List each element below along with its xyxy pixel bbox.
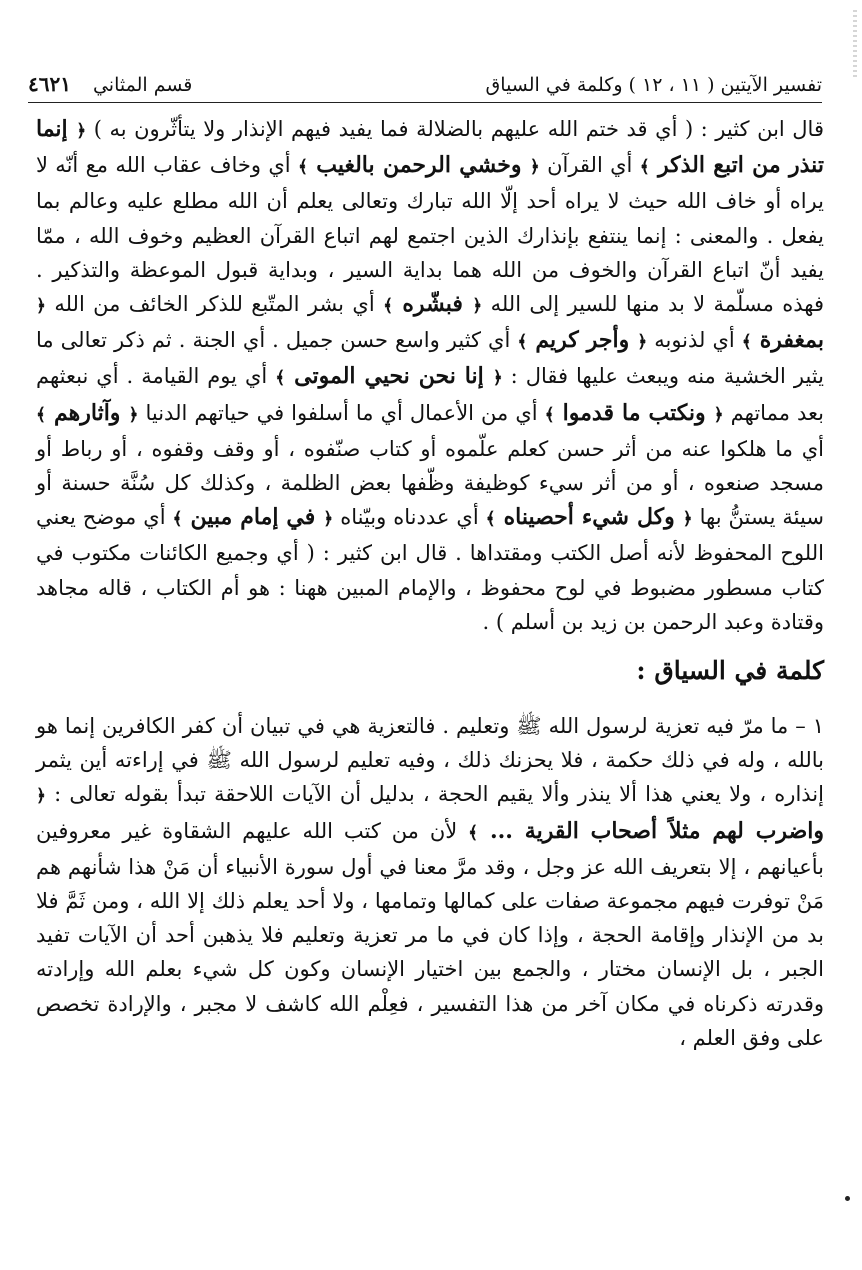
quote-text: واضرب لهم مثلاً أصحاب القرية ... <box>489 817 824 844</box>
page-content <box>36 112 824 1055</box>
quote-text: وأجر كريم <box>535 327 630 354</box>
bracket-open: ﴿ <box>76 121 87 141</box>
quranic-quote <box>173 504 334 530</box>
bracket-close: ﴾ <box>172 509 183 530</box>
commentary-paragraph <box>36 112 824 639</box>
bracket-close: ﴾ <box>485 509 496 530</box>
bracket-open: ﴿ <box>492 368 503 389</box>
text-segment: أي لذنوبه <box>647 328 742 353</box>
quote-text: بمغفرة <box>759 327 825 354</box>
bracket-open: ﴿ <box>36 786 46 807</box>
text-segment: أي موضح يعني اللوح المحفوظ لأنه أصل الكتب ومقتداها . قال ابن كثير : ( أي وجميع الكائنات مكتوب في كتاب مسطور مضبوط في لوح محفوظ ، والإمام المبين ههنا : هو أم الكتاب ، قاله مجاهد وقتادة وعبد الرحمن بن زيد بن أسلم ) . <box>36 505 824 634</box>
text-segment: أي القرآن <box>539 153 640 178</box>
quote-text: وخشي الرحمن بالغيب <box>316 152 522 179</box>
bracket-close: ﴾ <box>741 332 752 353</box>
quote-text: وآثارهم <box>54 399 121 426</box>
quote-text: وكل شيء أحصيناه <box>503 504 675 531</box>
bracket-close: ﴾ <box>383 296 394 317</box>
bracket-close: ﴾ <box>639 157 650 178</box>
bracket-close: ﴾ <box>36 404 46 425</box>
quranic-quote <box>486 504 693 530</box>
bracket-open: ﴿ <box>128 404 139 425</box>
section-heading: كلمة في السياق : <box>636 656 824 686</box>
text-segment: لأن من كتب الله عليهم الشقاوة غير معروفين بأعيانهم ، إلا بتعريف الله عز وجل ، وقد مرَّ معنا في أول سورة الأنبياء أن مَنْ هذا شأنهم هم مَنْ توفرت فيهم مجموعة صفات على كمالها وتمامها ، ولا أحد يعلم ذلك إلا الله ، ومن ثَمَّ فلا بد من الإنذار وإقامة الحجة ، وإذا كان في ما مر تعزية وتعليم فلا يذهبن أحد أن الآيات تفيد الجبر ، بل الإنسان مختار ، والجمع بين اختيار الإنسان وكون كل شيء بعلم الله وإرادته وقدرته ذكرناه في مكان آخر من هذا التفسير ، فعِلْم الله كاشف لا مجبر ، والإرادة تخصص على وفق العلم ، <box>36 818 824 1050</box>
section-name: قسم المثاني <box>92 74 193 96</box>
quote-text: فبشّره <box>402 291 463 318</box>
text-segment: قال ابن كثير : ( أي قد ختم الله عليهم بالضلالة فما يفيد فيهم الإنذار ولا يتأثّرون به ) <box>86 117 824 141</box>
quranic-quote <box>36 400 138 426</box>
quranic-quote <box>383 291 482 317</box>
text-segment: أي كثير واسع حسن جميل . أي الجنة . ثم ذكر تعالى ما يثير الخشية منه ويبعث عليها فقال : <box>36 328 824 389</box>
bracket-close: ﴾ <box>468 822 479 843</box>
context-paragraph <box>36 709 824 1055</box>
scan-edge-artifact <box>853 10 857 80</box>
text-segment: أي يوم القيامة . أي نبعثهم بعد مماتهم <box>36 364 824 425</box>
quote-text: إنما تنذر من اتبع الذكر <box>36 116 824 179</box>
quranic-quote <box>545 400 724 426</box>
page-number: ٤٦٢١ <box>28 72 71 96</box>
text-segment: أي بشر المتّبع للذكر الخائف من الله <box>45 292 384 317</box>
running-title: تفسير الآيتين ( ١١ ، ١٢ ) وكلمة في السياق <box>485 74 822 96</box>
bracket-open: ﴿ <box>323 509 334 530</box>
quranic-quote <box>298 152 540 178</box>
bracket-close: ﴾ <box>544 404 555 425</box>
bracket-open: ﴿ <box>682 509 693 530</box>
text-segment: ١ – ما مرّ فيه تعزية لرسول الله ﷺ وتعليم . فالتعزية هي في تبيان أن كفر الكافرين إنما هو بالله ، وله في ذلك حكمة ، فلا يحزنك ذلك ، وفيه تعليم لرسول الله ﷺ في إراءته أين يثمر إنذاره ، ولا يعني هذا ألا ينذر وألا يقيم الحجة ، بدليل أن الآيات اللاحقة تبدأ بقوله تعالى : <box>36 714 824 807</box>
quote-text: في إمام مبين <box>190 504 316 531</box>
bracket-open: ﴿ <box>713 404 724 425</box>
text-segment: أي من الأعمال أي ما أسلفوا في حياتهم الدنيا <box>138 400 545 425</box>
text-segment: أي ما هلكوا عنه من أثر حسن كعلم علّموه أو كتاب صنّفوه ، أو وقف وقفوه ، أو رباط أو مسجد صنعوه ، أو من أثر سيء كوظيفة وظّفها بعض الظلمة ، وكذلك كل سُنَّة حسنة أو سيئة يستنُّ بها <box>36 436 824 530</box>
text-segment: أي عددناه وبيّناه <box>333 505 486 530</box>
bracket-open: ﴿ <box>36 296 46 317</box>
quranic-quote <box>517 327 647 353</box>
bracket-open: ﴿ <box>529 157 540 178</box>
bracket-open: ﴿ <box>472 296 483 317</box>
bracket-open: ﴿ <box>637 332 648 353</box>
bracket-close: ﴾ <box>275 368 286 389</box>
quranic-quote <box>275 363 502 389</box>
quote-text: ونكتب ما قدموا <box>562 399 706 426</box>
page-header <box>28 58 822 103</box>
quote-text: إنا نحن نحيي الموتى <box>294 363 484 390</box>
bracket-close: ﴾ <box>297 157 308 178</box>
bracket-close: ﴾ <box>517 332 528 353</box>
margin-dot <box>845 1196 850 1201</box>
text-segment: أي وخاف عقاب الله مع أنّه لا يراه أو خاف الله حيث لا يراه أحد إلّا الله تبارك وتعالى يعلم أن الله مطلع عليه وعالم بما يفعل . والمعنى : إنما ينتفع بإنذارك الذين اجتمع لهم اتباع القرآن العظيم وخوف الله ، ممّا يفيد أنّ اتباع القرآن والخوف من الله هما بداية السير ، وبداية قبول الموعظة والتذكير . فهذه مسلّمة لا بد منها للسير إلى الله <box>36 153 824 317</box>
header-left-group <box>28 72 192 96</box>
